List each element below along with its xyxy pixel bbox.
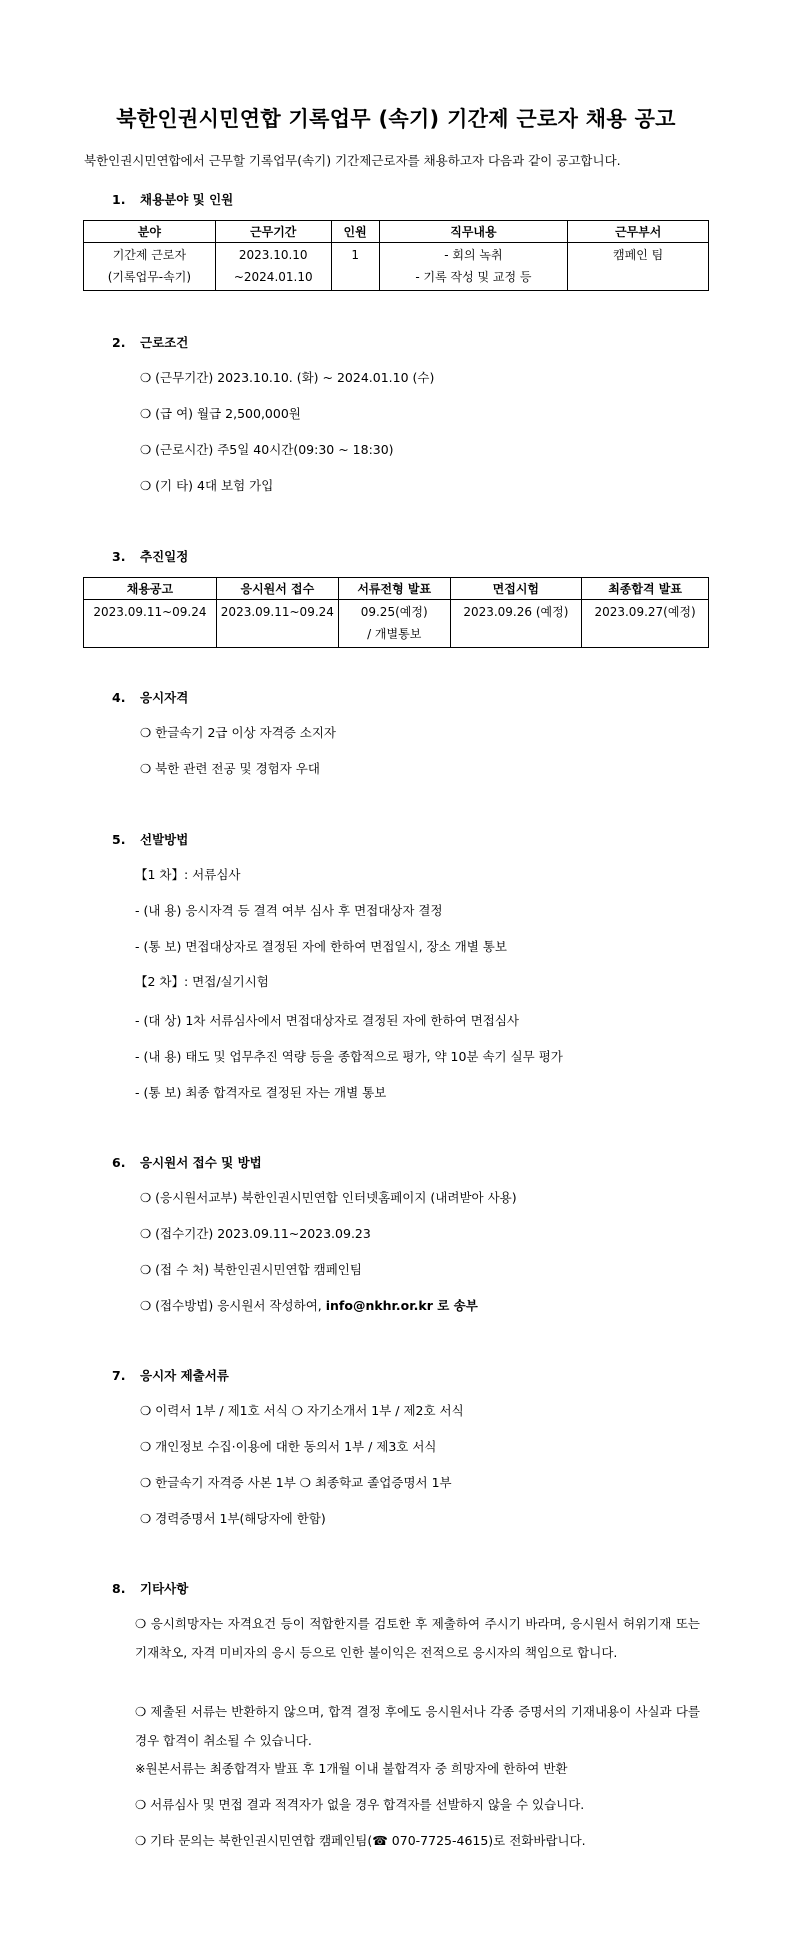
position-table (83, 220, 709, 291)
list-item: - (대 상) 1차 서류심사에서 면접대상자로 결정된 자에 한하여 면접심사 (135, 1013, 520, 1028)
schedule-table (83, 577, 709, 648)
table-cell: 2023.09.11~09.24 (84, 600, 217, 648)
stage-1-label: 【1 차】: 서류심사 (135, 867, 241, 882)
section-3-heading: 3. 추진일정 (112, 549, 189, 564)
table-cell: 2023.09.11~09.24 (216, 600, 338, 648)
table-header: 근무기간 (215, 221, 331, 243)
note-paragraph: ❍ 응시희망자는 자격요건 등이 적합한지를 검토한 후 제출하여 주시기 바라며, 응시원서 허위기재 또는 기재착오, 자격 미비자의 응시 등으로 인한 불이익은 전적으로 응시자의 책임으로 합니다. (135, 1616, 700, 1660)
table-header: 채용공고 (84, 578, 217, 600)
list-item: ❍ (접수기간) 2023.09.11~2023.09.23 (140, 1226, 371, 1241)
list-item: ❍ (접 수 처) 북한인권시민연합 캠페인팀 (140, 1262, 362, 1277)
table-row (84, 243, 709, 291)
table-cell: 2023.09.26 (예정) (450, 600, 582, 648)
table-header: 직무내용 (379, 221, 568, 243)
table-header: 인원 (331, 221, 379, 243)
period-cell: 2023.10.10 ~2024.01.10 (215, 243, 331, 291)
list-item: ❍ (응시원서교부) 북한인권시민연합 인터넷홈페이지 (내려받아 사용) (140, 1190, 517, 1205)
intro-text: 북한인권시민연합에서 근무할 기록업무(속기) 기간제근로자를 채용하고자 다음과 같이 공고합니다. (84, 153, 621, 168)
list-item: - (통 보) 최종 합격자로 결정된 자는 개별 통보 (135, 1085, 387, 1100)
list-item: ❍ 경력증명서 1부(해당자에 한함) (140, 1511, 326, 1526)
section-8-heading: 8. 기타사항 (112, 1581, 189, 1596)
contact-line: ❍ 기타 문의는 북한인권시민연합 캠페인팀(☎ 070-7725-4615)로 전화바랍니다. (135, 1833, 586, 1848)
list-item: ❍ 북한 관련 전공 및 경험자 우대 (140, 761, 320, 776)
table-header-row (84, 578, 709, 600)
section-7-heading: 7. 응시자 제출서류 (112, 1368, 229, 1383)
list-item: ❍ (급 여) 월급 2,500,000원 (140, 406, 301, 421)
table-row (84, 600, 709, 648)
section-5-heading: 5. 선발방법 (112, 832, 189, 847)
table-header: 분야 (84, 221, 216, 243)
list-item: - (내 용) 태도 및 업무추진 역량 등을 종합적으로 평가, 약 10분 속기 실무 평가 (135, 1049, 563, 1064)
table-header: 응시원서 접수 (216, 578, 338, 600)
field-cell: 기간제 근로자 (기록업무-속기) (84, 243, 216, 291)
email-address: info@nkhr.or.kr 로 송부 (325, 1298, 478, 1313)
table-header: 면접시험 (450, 578, 582, 600)
count-cell: 1 (331, 243, 379, 291)
list-item: ❍ 한글속기 2급 이상 자격증 소지자 (140, 725, 337, 740)
note-paragraph: ❍ 제출된 서류는 반환하지 않으며, 합격 결정 후에도 응시원서나 각종 증명서의 기재내용이 사실과 다를 경우 합격이 취소될 수 있습니다. (135, 1704, 700, 1748)
page-title: 북한인권시민연합 기록업무 (속기) 기간제 근로자 채용 공고 (116, 107, 676, 131)
section-2-heading: 2. 근로조건 (112, 335, 189, 350)
list-item: ❍ 이력서 1부 / 제1호 서식 ❍ 자기소개서 1부 / 제2호 서식 (140, 1403, 464, 1418)
list-item: ❍ (기 타) 4대 보험 가입 (140, 478, 274, 493)
stage-2-label: 【2 차】: 면접/실기시험 (135, 974, 269, 989)
list-item: - (내 용) 응시자격 등 결격 여부 심사 후 면접대상자 결정 (135, 903, 443, 918)
table-cell: 2023.09.27(예정) (582, 600, 709, 648)
list-item: ❍ (접수방법) 응시원서 작성하여, info@nkhr.or.kr 로 송부 (140, 1298, 478, 1313)
list-item: ❍ 한글속기 자격증 사본 1부 ❍ 최종학교 졸업증명서 1부 (140, 1475, 452, 1490)
section-4-heading: 4. 응시자격 (112, 690, 189, 705)
table-header: 서류전형 발표 (338, 578, 450, 600)
dept-cell: 캠페인 팀 (568, 243, 709, 291)
list-item: ❍ 개인정보 수집·이용에 대한 동의서 1부 / 제3호 서식 (140, 1439, 437, 1454)
duty-cell: - 회의 녹취 - 기록 작성 및 교정 등 (379, 243, 568, 291)
section-6-heading: 6. 응시원서 접수 및 방법 (112, 1155, 262, 1170)
table-cell: 09.25(예정) / 개별통보 (338, 600, 450, 648)
list-item: ❍ (근로시간) 주5일 40시간(09:30 ~ 18:30) (140, 442, 394, 457)
table-header: 근무부서 (568, 221, 709, 243)
note-remark: ※원본서류는 최종합격자 발표 후 1개월 이내 불합격자 중 희망자에 한하여 반환 (135, 1761, 568, 1776)
list-item: ❍ (근무기간) 2023.10.10. (화) ~ 2024.01.10 (수) (140, 370, 435, 385)
list-item: - (통 보) 면접대상자로 결정된 자에 한하여 면접일시, 장소 개별 통보 (135, 939, 507, 954)
note-paragraph: ❍ 서류심사 및 면접 결과 적격자가 없을 경우 합격자를 선발하지 않을 수 있습니다. (135, 1797, 585, 1812)
table-header-row (84, 221, 709, 243)
section-1-heading: 1. 채용분야 및 인원 (112, 192, 234, 207)
table-header: 최종합격 발표 (582, 578, 709, 600)
